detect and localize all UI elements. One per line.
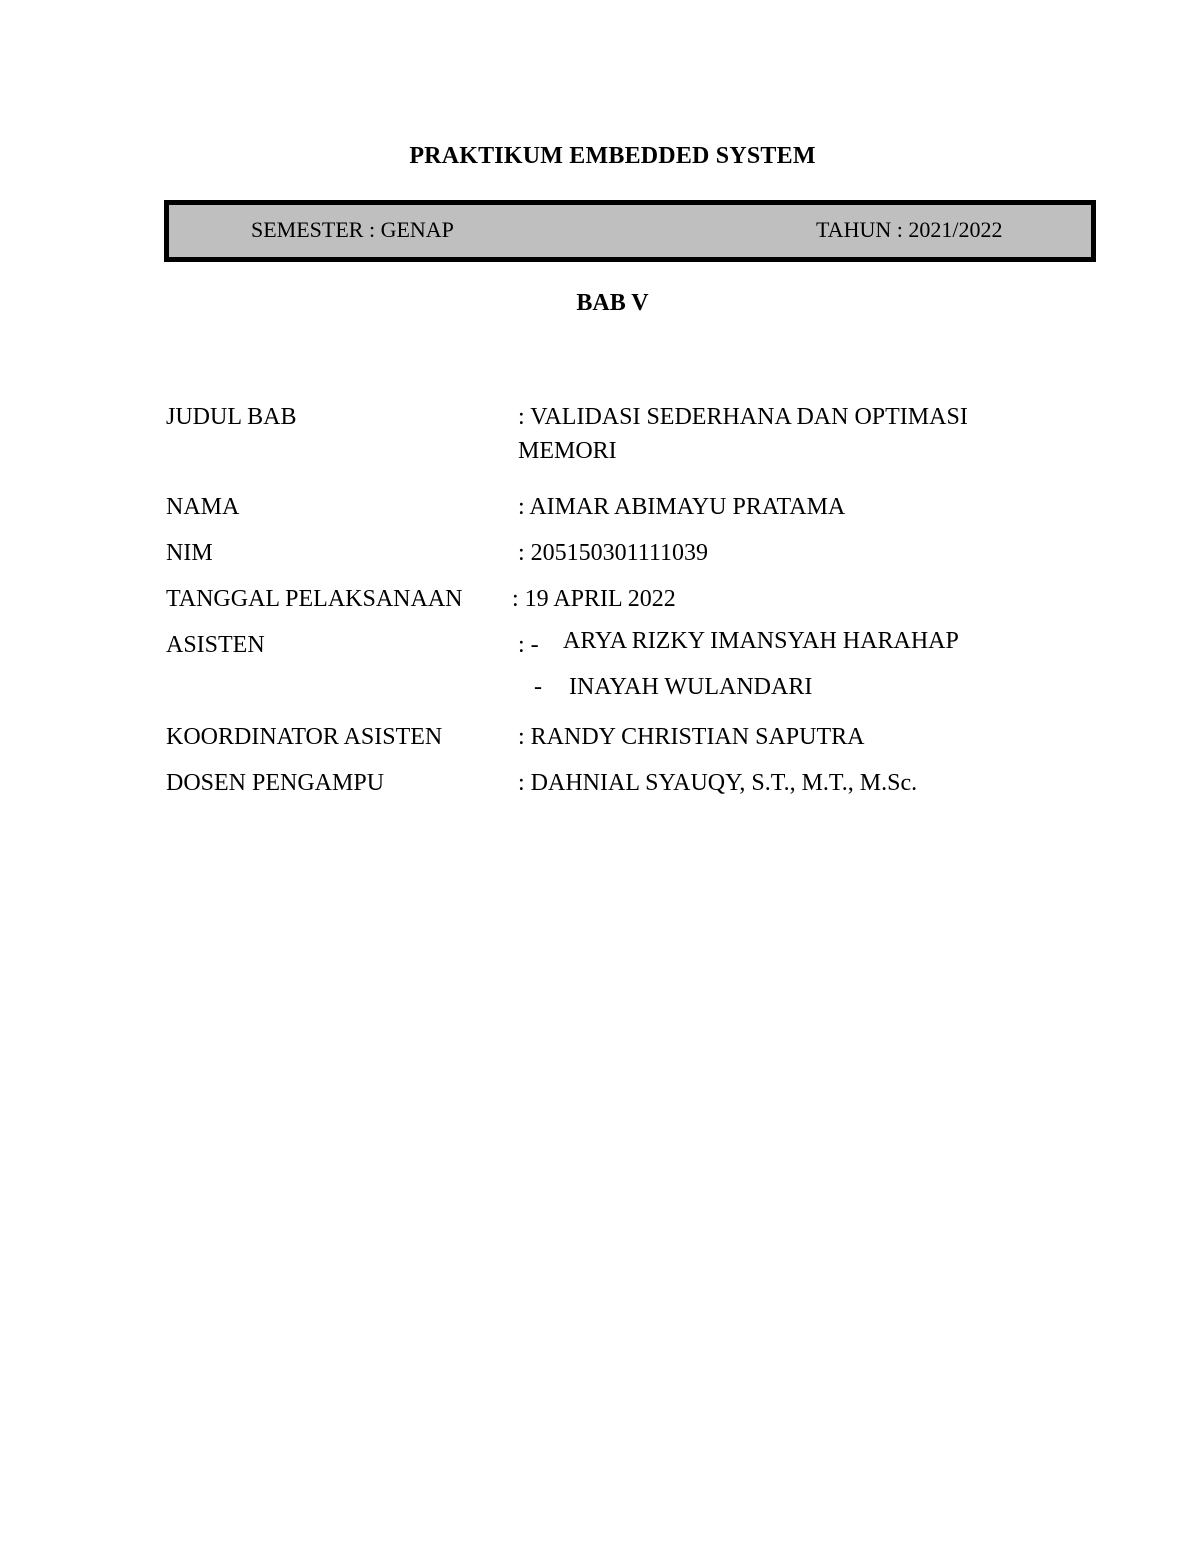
dosen-value: : DAHNIAL SYAUQY, S.T., M.T., M.Sc.: [518, 770, 918, 796]
info-table: [166, 400, 1066, 812]
asisten-item-1: ARYA RIZKY IMANSYAH HARAHAP: [563, 628, 959, 654]
tanggal-label: TANGGAL PELAKSANAAN: [166, 586, 463, 612]
row-asisten: [166, 628, 1066, 674]
row-tanggal: [166, 582, 1066, 628]
chapter-heading: BAB V: [576, 290, 649, 316]
koordinator-value: : RANDY CHRISTIAN SAPUTRA: [518, 724, 865, 750]
row-judul-bab: [166, 400, 1066, 490]
asisten-label: ASISTEN: [166, 632, 265, 658]
document-title: PRAKTIKUM EMBEDDED SYSTEM: [409, 143, 816, 169]
semester-label: SEMESTER : GENAP: [251, 217, 454, 242]
row-asisten-2: [166, 674, 1066, 720]
row-nim: [166, 536, 1066, 582]
nim-value: : 205150301111039: [518, 540, 708, 566]
year-label: TAHUN : 2021/2022: [816, 217, 1003, 242]
dosen-label: DOSEN PENGAMPU: [166, 770, 385, 796]
row-koordinator: [166, 720, 1066, 766]
asisten-prefix: : -: [518, 632, 539, 658]
row-nama: [166, 490, 1066, 536]
asisten-bullet: -: [534, 674, 542, 700]
semester-banner: [164, 200, 1096, 262]
tanggal-value: : 19 APRIL 2022: [512, 586, 676, 612]
nama-value: : AIMAR ABIMAYU PRATAMA: [518, 494, 846, 520]
judul-bab-label: JUDUL BAB: [166, 404, 297, 430]
judul-bab-value: : VALIDASI SEDERHANA DAN OPTIMASI MEMORI: [518, 404, 968, 464]
koordinator-label: KOORDINATOR ASISTEN: [166, 724, 443, 750]
asisten-item-2: INAYAH WULANDARI: [569, 674, 813, 700]
nim-label: NIM: [166, 540, 213, 566]
nama-label: NAMA: [166, 494, 240, 520]
row-dosen: [166, 766, 1066, 812]
